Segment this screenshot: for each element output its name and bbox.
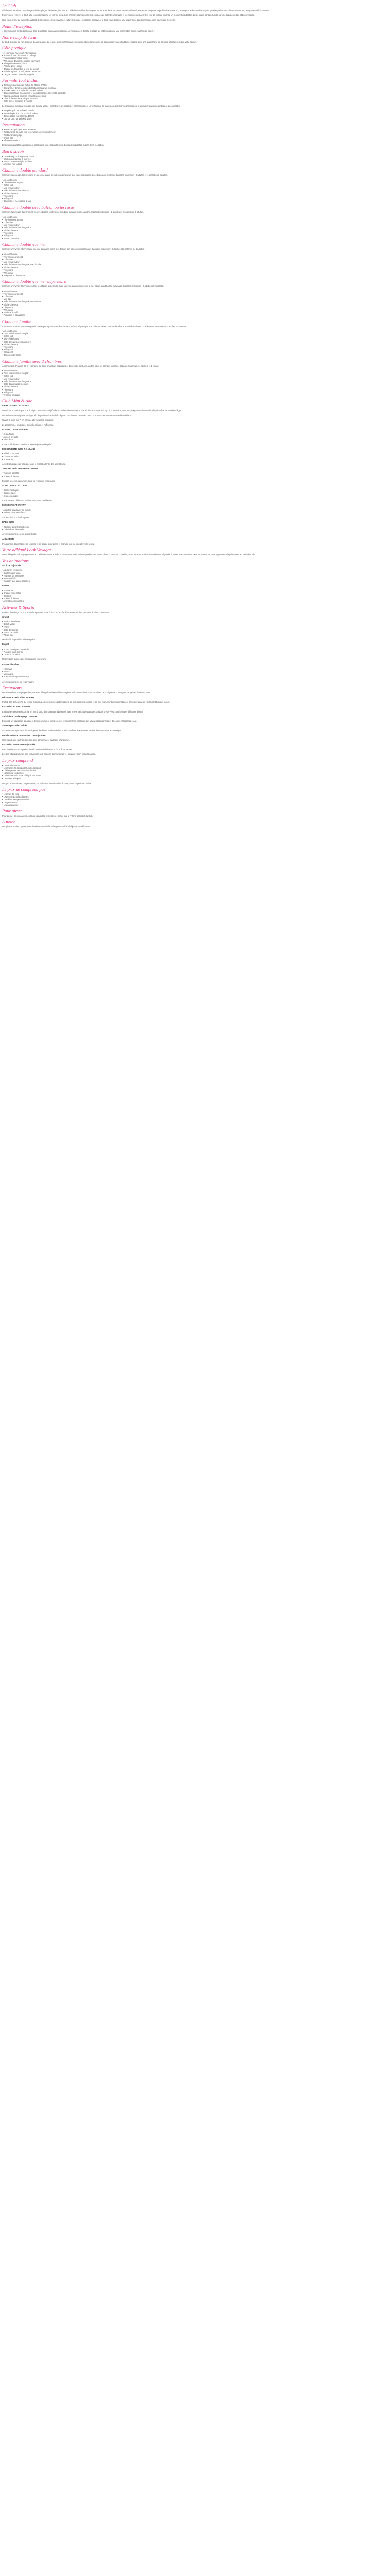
list-item: • Tennis de table — [2, 631, 389, 634]
mini-club-group-title: DÉCOUVERTE CLUB 7 À 10 ANS — [2, 448, 35, 451]
list-item: • L'hébergement en chambre double — [2, 769, 389, 772]
mini-club-group-note: Espace réservé aux juniors pour se retrouver entre amis. — [2, 479, 56, 482]
animations-section — [2, 558, 389, 602]
mini-club-group-note: Encadrement dédié aux adolescents, en toute liberté. — [2, 499, 52, 502]
list-item: • Set de courtoisie — [2, 237, 389, 240]
formule-list — [2, 84, 389, 103]
list-item: • Transfert aller-retour inclus — [2, 57, 389, 59]
room-title: Chambre double standard — [2, 167, 48, 173]
list-item: • Deux télévisions écran plat — [2, 372, 389, 375]
mini-club-group-list — [2, 526, 389, 531]
infos-title: Côté pratique — [2, 45, 26, 51]
point-fort-text: « Une situation pieds dans l'eau, face à un lagon aux eaux cristallines, avec un accès direct à la plage de sable fin et une vue imprenable sur le coucher du soleil. » — [2, 29, 155, 32]
list-item: • Boissons locales alcoolisées et non alcoolisées de 10h00 à 23h00 — [2, 92, 389, 94]
list-item: • Tenue correcte exigée au dîner — [2, 160, 389, 163]
list-item: • Coffre-fort — [2, 335, 389, 337]
excursion-title: Découverte de la ville - Journée — [2, 696, 34, 699]
activites-section — [2, 605, 389, 683]
list-item: • Restaurant principal avec terrasse — [2, 128, 389, 131]
excursion-title: Balade à dos de dromadaire - Demi-journée — [2, 734, 46, 737]
activites-spa-note: Avec supplément, sur réservation. — [2, 680, 34, 683]
list-item: • Initiation sportive — [2, 452, 389, 455]
list-item: • La formule tout inclus — [2, 772, 389, 774]
list-item: • Canapé-lit — [2, 351, 389, 353]
intro-paragraph: Que vous rêviez de farniente au bord de la piscine, de découvertes culturelles ou de sensations sportives, le Club vous propose une expérience tout compris pensée pour votre bien-être. — [2, 19, 176, 22]
bars-list — [2, 109, 389, 120]
list-item: • Téléphone — [2, 388, 389, 391]
list-item: • Télévision écran plat — [2, 256, 389, 258]
list-item: • Soirées dansantes — [2, 592, 389, 595]
list-item: • Arrivée à partir de 15h, départ avant 11h — [2, 70, 389, 73]
prix-section — [2, 758, 389, 785]
excursion-text: Une balade au coucher du soleil pour admirer des paysages grandioses. — [2, 738, 70, 741]
excursion-title: Safari dans l'arrière-pays - Journée — [2, 715, 38, 718]
animations-evening-list — [2, 589, 389, 603]
excursion-title: Soirée spectacle - Soirée — [2, 724, 27, 727]
list-item: • Bouilloire et nécessaire à café — [2, 200, 389, 202]
list-item: • Parking privé gratuit — [2, 65, 389, 67]
list-item: • Les frais de visa — [2, 793, 389, 795]
room-amenities-list — [2, 330, 389, 357]
list-item: • Mini-réfrigérateur — [2, 337, 389, 340]
coup-de-coeur-section — [2, 35, 389, 43]
mini-club-paragraph: Le programme peut varier selon la saison et l'affluence. — [2, 423, 54, 426]
mini-club-paragraph: Des clubs encadrés par une équipe d'animateurs diplômés accueillent les enfants et les adolescents tout au long de la semaine, avec un programme d'activités adapté à chaque tranche d'âge. — [2, 409, 182, 412]
room-amenities-list — [2, 369, 389, 396]
room-section — [2, 167, 389, 202]
intro-paragraph: Entièrement rénové, le Club allie confort moderne et charme local. Les chambres lumineuses, les espaces de détente ombragés et les nombreuses activités font de chaque journée un moment inoubliable. Les enfants sont accueillis par une équipe dédiée et bienveillante. — [2, 14, 255, 17]
page — [0, 0, 391, 832]
list-item: • Caution demandée à l'arrivée — [2, 158, 389, 160]
list-item: • Water-polo — [2, 634, 389, 636]
infos-section — [2, 45, 389, 76]
list-item: • Peignoirs et chaussons — [2, 274, 389, 277]
activites-spa-list — [2, 668, 389, 679]
prix-note: Les prix sont calculés par personne, sur la base d'une chambre double, selon la période choisie. — [2, 782, 92, 785]
list-item: • Wifi gratuit — [2, 309, 389, 311]
list-item: • Salle de bains avec douche — [2, 189, 389, 192]
list-item: • Mini-bar — [2, 298, 389, 300]
rooms-section — [2, 167, 389, 396]
list-item: • Air conditionné — [2, 253, 389, 256]
list-item: • Wifi gratuit — [2, 272, 389, 274]
prix-ne-list — [2, 793, 389, 806]
list-item: • À 15 min de l'aéroport international — [2, 52, 389, 54]
list-item: • Pâtisserie maison — [2, 139, 389, 142]
list-item: • Jeux apéritifs — [2, 577, 389, 580]
prix-ne-section — [2, 787, 389, 806]
list-item: • Les taxes aéroport — [2, 777, 389, 780]
list-item: • Sèche-cheveux — [2, 266, 389, 269]
list-item: • Wifi gratuit — [2, 348, 389, 351]
activites-free-title: Gratuit — [2, 615, 9, 618]
list-item: • Animaux non admis — [2, 163, 389, 165]
mini-club-group-title: ADOS CLUB 11 À 17 ANS — [2, 484, 28, 487]
list-item: • Snacks salés et sucrés de 15h00 à 18h00 — [2, 89, 389, 92]
list-item: • Air conditionné — [2, 369, 389, 372]
bon-a-savoir-section — [2, 149, 389, 166]
activites-free-list — [2, 620, 389, 636]
list-item: • Salle de bains avec baignoire — [2, 380, 389, 383]
prix-ne-title: Le prix ne comprend pas — [2, 786, 46, 792]
mini-club-group-list — [2, 433, 389, 441]
coup-de-coeur-title: Notre coup de cœur — [2, 34, 37, 40]
formule-section — [2, 78, 389, 120]
list-item: • Bar principal : de 10h00 à minuit — [2, 109, 389, 112]
prix-title: Le prix comprend — [2, 757, 34, 763]
excursion-text: Partez à la découverte du centre historique, de ses ruelles pittoresques, de ses marchés colorés et de ses monuments emblématiques. Déjeuner dans un restaurant typique inclus. — [2, 701, 170, 704]
excursion-text: Embarquez pour une journée en mer à bord d'un bateau traditionnel, avec arrêts baignade dans des criques préservées, snorkeling et déjeuner à bord. — [2, 710, 143, 713]
list-item: • Hammam — [2, 668, 389, 670]
list-item: • Les transferts aéroport / hôtel / aéroport — [2, 767, 389, 769]
list-item: • Tournois sportifs — [2, 472, 389, 474]
list-item: • Beach-volley — [2, 623, 389, 625]
list-item: • Coffre-fort — [2, 295, 389, 298]
mini-club-subtitle: LIBRE COURS : 4 - 17 ANS — [2, 404, 29, 408]
room-section — [2, 279, 389, 316]
mini-club-group-list — [2, 509, 389, 514]
list-item: • Café, thé et infusions à volonté — [2, 100, 389, 103]
aimer-section — [2, 808, 389, 817]
list-item: • Spectacles — [2, 458, 389, 461]
list-item: • Soirées ados — [2, 492, 389, 494]
list-item: • Air conditionné — [2, 290, 389, 293]
room-section — [2, 242, 389, 277]
list-item: • Les pourboires — [2, 801, 389, 804]
a-noter-section — [2, 819, 389, 828]
list-item: • Restaurant à la carte (sur réservation, avec supplément) — [2, 131, 389, 133]
list-item: • L'assistance de notre délégué sur place — [2, 774, 389, 777]
list-item: • Tennis — [2, 625, 389, 628]
room-description: Chambre d'environ 40 m² composée d'un espace parents et d'un espace enfants séparé par une cloison. Idéale pour les familles. Capacité maximum : 2 adultes et 2 enfants ou 3 adultes et 1 enfant. — [2, 325, 187, 328]
list-item: • Coffre-fort — [2, 221, 389, 224]
list-item: • Jeux en équipe — [2, 495, 389, 497]
list-item: • Télévision écran plat — [2, 218, 389, 221]
list-item: • Mini-réfrigérateur — [2, 378, 389, 380]
list-item: • Téléphone — [2, 346, 389, 348]
list-item: • Coffre-fort — [2, 184, 389, 187]
mini-club-group-note: Espace dédié avec piscine et aire de jeux ombragée. — [2, 443, 52, 446]
list-item: • Sports nautiques — [2, 489, 389, 492]
list-item: • Activités à partager en famille — [2, 509, 389, 511]
excursion-text: Randonnée accompagnée à la découverte de la faune et de la flore locales. — [2, 748, 73, 751]
room-description: Appartement d'environ 50 m² composé de deux chambres séparées et d'une salle de bains, parfait pour les grandes familles. Capacité maximum : 4 adultes et 1 enfant. — [2, 364, 159, 367]
mini-club-paragraph: Les enfants sont répartis par âge afin de profiter d'activités ludiques, sportives et créatives dans un environnement sécurisé et bienveillant. — [2, 414, 132, 417]
list-item: • Salle de bains avec baignoire — [2, 341, 389, 343]
delegue-text: Votre délégué Look Voyages vous accueille dès votre arrivée et reste à votre disposition pendant tout votre séjour pour vous conseiller, vous informer sur les excursions et répondre à toutes vos questions. Des permanences sont organisées régulièrement au sein du Club. — [2, 553, 255, 556]
aimer-text: Pour passer des vacances en toute tranquillité et se laisser porter par le rythme apaisant du Club. — [2, 815, 93, 817]
list-item: • Salle d'eau supplémentaire — [2, 383, 389, 385]
list-item: • Wifi gratuit dans les espaces communs — [2, 60, 389, 62]
bon-a-savoir-title: Bon à savoir — [2, 148, 25, 154]
room-amenities-list — [2, 216, 389, 240]
list-item: • Soirées à thème — [2, 597, 389, 600]
room-amenities-list — [2, 290, 389, 317]
list-item: • Restaurant de plage — [2, 134, 389, 137]
list-item: • Les assurances — [2, 804, 389, 806]
list-item: • Salle de bains avec baignoire — [2, 226, 389, 229]
list-item: • Deux télévisions écran plat — [2, 332, 389, 335]
list-item: • Terrasse privative — [2, 394, 389, 396]
list-item: • Salle de bains avec baignoire et douche — [2, 300, 389, 303]
room-section — [2, 319, 389, 357]
mini-club-group-title: JUNIORS SPÉCIALE MINI & JUNIOR — [2, 467, 39, 470]
activites-intro: Profitez d'un large choix d'activités sportives et de loisirs, en accès libre ou encadrées par notre équipe d'animation. — [2, 611, 110, 614]
list-item: • Sauna — [2, 670, 389, 673]
list-item: • Machine à café — [2, 311, 389, 314]
activites-pay-list — [2, 648, 389, 656]
list-item: • Sports nautiques motorisés — [2, 648, 389, 651]
mini-club-group-list — [2, 489, 389, 497]
list-item: • Taxe de séjour à régler sur place — [2, 155, 389, 158]
mini-club-group-note: Avec supplément, selon disponibilité. — [2, 533, 37, 536]
list-item: • Sèche-cheveux — [2, 229, 389, 232]
list-item: • Chasse au trésor — [2, 455, 389, 458]
list-item: • Télévision écran plat — [2, 181, 389, 184]
list-item: • Wifi gratuit — [2, 391, 389, 394]
list-item: • Salle de fitness — [2, 629, 389, 631]
list-item: • Lounge bar : de 18h00 à 1h00 — [2, 117, 389, 120]
list-item: • Spectacles — [2, 589, 389, 592]
mini-club-title: Club Mini & Ado — [2, 398, 33, 404]
activites-free-note: Matériel à disposition à la réception. — [2, 638, 36, 641]
list-item: • Petit déjeuner servi en buffet de 7h00 à 10h00 — [2, 84, 389, 87]
list-item: • Wifi gratuit — [2, 234, 389, 237]
list-item: • Réception ouverte 24h/24 — [2, 62, 389, 65]
room-section — [2, 359, 389, 396]
list-item: • Soirées à thème — [2, 475, 389, 478]
list-item: • Air conditionné — [2, 330, 389, 332]
list-item: • Piscine extérieure — [2, 620, 389, 623]
room-title: Chambre double avec balcon ou terrasse — [2, 205, 74, 210]
mini-club-group-list — [2, 472, 389, 477]
room-title: Chambre famille — [2, 318, 32, 324]
list-item: • Location de vélos — [2, 653, 389, 656]
room-description: Chambre d'environ 32 m² située dans les étages supérieurs, avec une vue panoramique sur la mer et un grand balcon aménagé. Capacité maximum : 2 adultes et 2 enfants. — [2, 285, 164, 288]
list-item: • Déjeuner et dîner servis en buffet au restaurant principal — [2, 87, 389, 89]
a-noter-title: À noter — [2, 819, 15, 825]
list-item: • Ateliers parents-enfants — [2, 511, 389, 514]
room-description: Chambre spacieuse d'environ 25 m², décorée dans un style contemporain aux couleurs douces, avec balcon ou terrasse. Capacité maximum : 2 adultes et 1 enfant ou 3 adultes. — [2, 174, 168, 177]
list-item: • Télévision écran plat — [2, 293, 389, 295]
coup-de-coeur-text: Le Club dispose de l'un des plus beaux spas de la région, avec un hammam, un sauna et une large carte de soins inspirés des traditions locales, pour une parenthèse de détente absolue pendant votre séjour. — [2, 40, 197, 43]
list-item: • Mini-réfrigérateur — [2, 187, 389, 189]
list-item: • Bar de la piscine : de 10h00 à 19h00 — [2, 112, 389, 115]
point-fort-title: Point d'exception — [2, 23, 33, 29]
animations-day-title: Au fil de la journée — [2, 564, 21, 567]
list-item: • Téléphone — [2, 269, 389, 272]
list-item: • Air conditionné — [2, 179, 389, 181]
activites-spa-title: Espace bien-être — [2, 663, 19, 666]
excursion-text: Assistez à un spectacle de musique et de danse traditionnelles, suivi d'un dîner aux saveurs locales dans un cadre authentique. — [2, 729, 122, 732]
mini-club-group-note: Programme d'animations en journée et en soirée pour petits et grands, tout au long de votre séjour. — [2, 542, 95, 545]
animations-title: Vos animations — [2, 558, 29, 564]
formule-title: Formule Tout Inclus — [2, 77, 38, 83]
excursion-text: Explorez les paysages sauvages de l'intérieur des terres en 4x4, rencontrez les habitants des villages traditionnels et découvrez l'artisanat local. — [2, 719, 137, 722]
intro-section — [2, 3, 389, 22]
list-item: • Mini-réfrigérateur — [2, 261, 389, 263]
list-item: • Coffre-fort — [2, 375, 389, 377]
delegue-section — [2, 547, 389, 556]
list-item: • Stretching et yoga — [2, 572, 389, 574]
mini-club-section — [2, 398, 389, 545]
activites-pay-title: Payant — [2, 643, 9, 646]
room-title: Chambre famille avec 2 chambres — [2, 358, 62, 364]
room-amenities-list — [2, 179, 389, 203]
list-item: • Initiation aux danses locales — [2, 580, 389, 582]
room-description: Chambre d'environ 28 m² offrant une vue dégagée sur la mer depuis son balcon ou sa terrasse. Capacité maximum : 2 adultes et 2 enfants ou 3 adultes. — [2, 248, 145, 251]
list-item: • Soins du visage et du corps — [2, 675, 389, 678]
restauration-note: Des menus adaptés aux régimes spécifiques sont disponibles sur demande préalable auprès de la réception. — [2, 144, 104, 147]
room-description: Chambre lumineuse d'environ 28 m², avec balcon ou terrasse meublée donnant sur les jardins. Capacité maximum : 2 adultes et 2 enfants ou 3 adultes. — [2, 211, 144, 214]
list-item: • Bagagerie disponible le jour du départ — [2, 67, 389, 70]
list-item: • Peignoirs et chaussons — [2, 314, 389, 316]
list-item: • Aquagym en piscine — [2, 569, 389, 571]
list-item: • Salle de bains avec baignoire ou douche — [2, 263, 389, 266]
excursions-intro: Les excursions sont proposées par votre délégué et réservables sur place. Découvrez les incontournables de la région accompagnés de guides francophones. — [2, 691, 151, 694]
list-item: • Snack-bar — [2, 137, 389, 139]
mini-club-group-list — [2, 452, 389, 461]
restauration-list — [2, 128, 389, 142]
list-item: • Le vol aller-retour — [2, 764, 389, 767]
mini-club-group-title: ANIMATION — [2, 537, 14, 540]
bon-a-savoir-list — [2, 155, 389, 166]
list-item: • Ateliers créatifs — [2, 436, 389, 438]
list-item: • Sèche-cheveux — [2, 343, 389, 346]
excursion-title: Excursion en mer - Journée — [2, 705, 30, 708]
excursions-section — [2, 685, 389, 756]
mini-club-group-note: Activités ludiques en groupe, sous le regard attentif des animateurs. — [2, 462, 66, 465]
animations-day-list — [2, 569, 389, 582]
mini-club-group-note: Sur inscription à la réception. — [2, 516, 29, 519]
list-item: • Lit bébé sur demande — [2, 528, 389, 531]
list-item: • Animations musicales — [2, 600, 389, 602]
list-item: • Glaces à volonté pour les enfants l'après-midi — [2, 95, 389, 97]
list-item: • Bar de plage : de 11h00 à 18h00 — [2, 115, 389, 117]
room-title: Chambre double vue mer supérieure — [2, 279, 67, 284]
list-item: • Sèche-cheveux — [2, 192, 389, 195]
list-item: • Téléphone — [2, 306, 389, 309]
aimer-title: Pour aimer — [2, 808, 22, 814]
list-item: • Mini-disco — [2, 438, 389, 441]
list-item: • Coffre-fort — [2, 258, 389, 261]
list-item: • Mini-réfrigérateur — [2, 224, 389, 226]
intro-title: Le Club — [2, 3, 17, 8]
formule-note: Le restaurant principal propose une cuisine variée mêlant saveurs locales et internationales. Le restaurant de plage accueille les vacanciers pour le déjeuner dans une ambiance décontractée. — [2, 105, 181, 108]
excursions-note: Les prix et programmes des excursions sont donnés à titre indicatif et peuvent varier selon la saison. — [2, 753, 96, 756]
excursions-title: Excursions — [2, 685, 22, 690]
mini-club-group-title: BABY CLUB — [2, 520, 15, 523]
list-item: • Sèche-cheveux — [2, 385, 389, 388]
list-item: • Téléphone — [2, 195, 389, 197]
list-item: • Karaoké — [2, 595, 389, 597]
list-item: • Tournois de pétanque — [2, 574, 389, 577]
a-noter-text: Les photos et descriptions sont données à titre indicatif et peuvent faire l'objet de modifications. — [2, 825, 91, 828]
list-item: • Langue parlée : français, anglais — [2, 73, 389, 76]
point-fort-section — [2, 24, 389, 32]
list-item: • Garderie pour les tout-petits — [2, 526, 389, 528]
infos-list — [2, 52, 389, 76]
excursion-title: Excursion nature - Demi-journée — [2, 743, 35, 746]
list-item: • Dîner à thème deux fois par semaine — [2, 97, 389, 100]
room-section — [2, 205, 389, 240]
restauration-title: Restauration — [2, 122, 25, 128]
mini-club-paragraph: Ouvert 6 jours sur 7, en période de vacances scolaires. — [2, 418, 54, 421]
list-item: • Les dépenses personnelles — [2, 798, 389, 801]
list-item: • Sèche-cheveux — [2, 303, 389, 306]
delegue-title: Votre délégué Look Voyages — [2, 547, 52, 553]
intro-paragraph: Idéalement situé sur l'une des plus belles plages de la côte, le Club accueille les familles, les couples et les amis dans un cadre naturel préservé, entre mer turquoise et jardins luxuriants. Ici, le temps s'arrête et chacun peut profiter pleinement de ses vacances, au rythme qui lui convient. — [2, 9, 270, 12]
room-title: Chambre double vue mer — [2, 242, 46, 247]
list-item: • Air conditionné — [2, 216, 389, 218]
prix-list — [2, 764, 389, 780]
mini-club-group-title: PASS PARENT-ENFANT — [2, 503, 26, 506]
animations-evening-title: Le soir — [2, 584, 9, 587]
list-item: • Téléphone — [2, 232, 389, 234]
list-item: • Massages — [2, 673, 389, 675]
list-item: • Wifi gratuit — [2, 197, 389, 200]
room-amenities-list — [2, 253, 389, 277]
activites-pay-note: Réservation auprès des prestataires extérieurs. — [2, 658, 47, 661]
restauration-section — [2, 122, 389, 146]
list-item: • Jeux d'éveil — [2, 433, 389, 435]
list-item: • Plongée sous-marine — [2, 651, 389, 653]
mini-club-group-title: LOUSTIC CLUB 4 À 6 ANS — [2, 428, 29, 431]
activites-title: Activités & Sports — [2, 604, 34, 610]
list-item: • Balcon ou terrasse — [2, 354, 389, 357]
list-item: • À 5 min à pied du centre du village — [2, 54, 389, 57]
list-item: • Les excursions facultatives — [2, 795, 389, 798]
